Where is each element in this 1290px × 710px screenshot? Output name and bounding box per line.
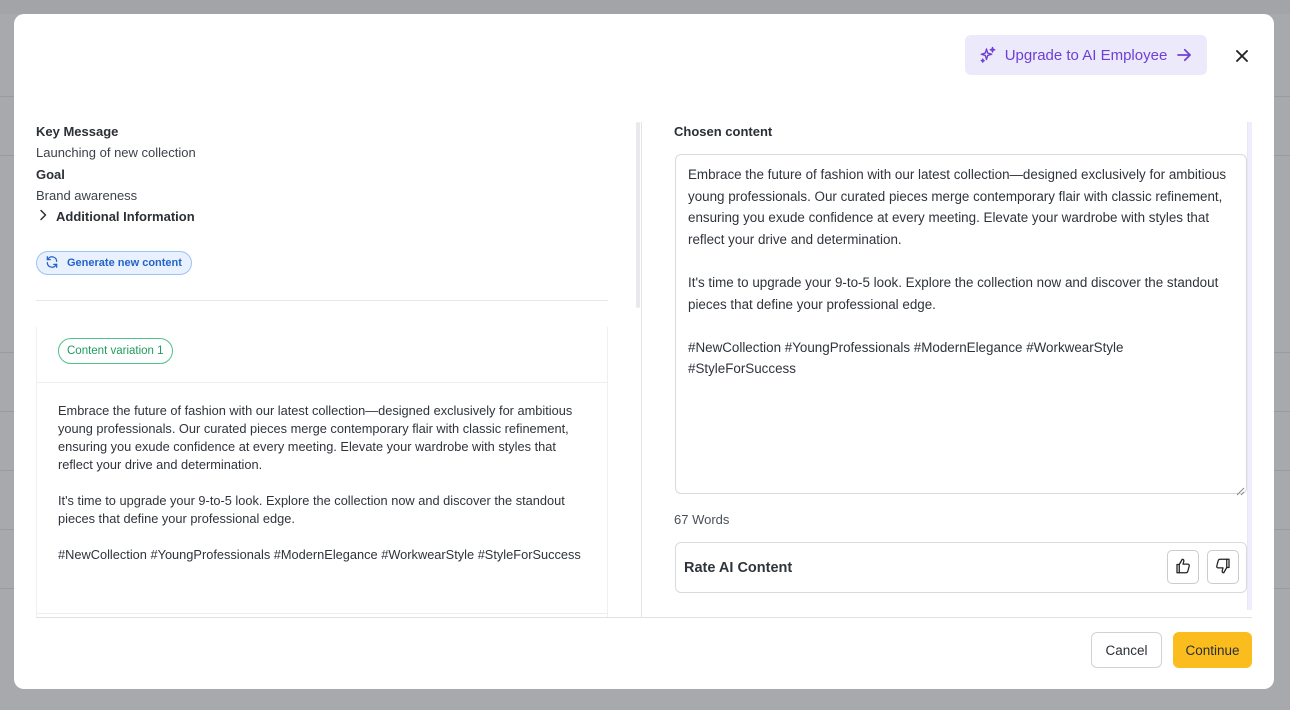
additional-information-label: Additional Information: [56, 209, 195, 224]
sparkles-icon: [979, 46, 997, 64]
section-divider: [36, 300, 608, 301]
arrow-right-icon: [1175, 46, 1193, 64]
generate-new-content-button[interactable]: [36, 251, 192, 275]
continue-button[interactable]: Continue: [1173, 632, 1252, 668]
chosen-content-textarea[interactable]: [675, 154, 1247, 494]
thumbs-down-icon: [1214, 557, 1232, 578]
generate-new-content-label: Generate new content: [67, 257, 182, 269]
rate-ai-content-label: Rate AI Content: [684, 560, 793, 576]
thumbs-up-button[interactable]: [1167, 550, 1199, 584]
upgrade-label: Upgrade to AI Employee: [1004, 46, 1168, 64]
chevron-right-icon: [36, 208, 50, 225]
footer-divider: [36, 617, 1252, 618]
resize-handle-icon[interactable]: [1236, 483, 1245, 492]
content-variation-card[interactable]: [36, 327, 608, 617]
left-panel-scrollbar[interactable]: [636, 122, 640, 308]
close-button[interactable]: [1230, 45, 1254, 69]
chosen-content-panel: [674, 122, 1248, 617]
panel-divider: [641, 122, 642, 617]
variation-divider: [37, 382, 608, 383]
rate-ai-content-box: [675, 542, 1247, 593]
goal-label: Goal: [36, 167, 65, 182]
chosen-content-label: Chosen content: [674, 124, 773, 139]
thumbs-down-button[interactable]: [1207, 550, 1239, 584]
upgrade-to-ai-employee-button[interactable]: [965, 35, 1207, 75]
close-icon: [1235, 49, 1249, 66]
content-variation-badge: Content variation 1: [58, 338, 173, 364]
content-modal: [14, 14, 1274, 689]
cancel-button[interactable]: Cancel: [1091, 632, 1162, 668]
goal-value: Brand awareness: [36, 188, 138, 203]
background-topbar: [0, 0, 1290, 14]
variation-divider: [37, 613, 608, 614]
thumbs-up-icon: [1174, 557, 1192, 578]
right-panel-scrollbar[interactable]: [1247, 122, 1252, 610]
word-count: 67 Words: [674, 512, 730, 527]
additional-information-toggle[interactable]: [36, 208, 195, 225]
refresh-icon: [45, 255, 59, 272]
content-details-panel: [36, 122, 608, 617]
key-message-label: Key Message: [36, 124, 119, 139]
key-message-value: Launching of new collection: [36, 145, 196, 160]
content-variation-text: Embrace the future of fashion with our latest collection—designed exclusively for ambitious young professionals. Our curated pieces merge contemporary flair with classic refinement, ensuring you exude confidence at every meeting. Elevate your wardrobe with styles that reflect your drive and determination. It's time to upgrade your 9-to-5 look. Explore the collection now and discover the standout pieces that define your professional edge. #NewCollection #YoungProfessionals #ModernElegance #WorkwearStyle #StyleForSuccess: [58, 403, 581, 562]
